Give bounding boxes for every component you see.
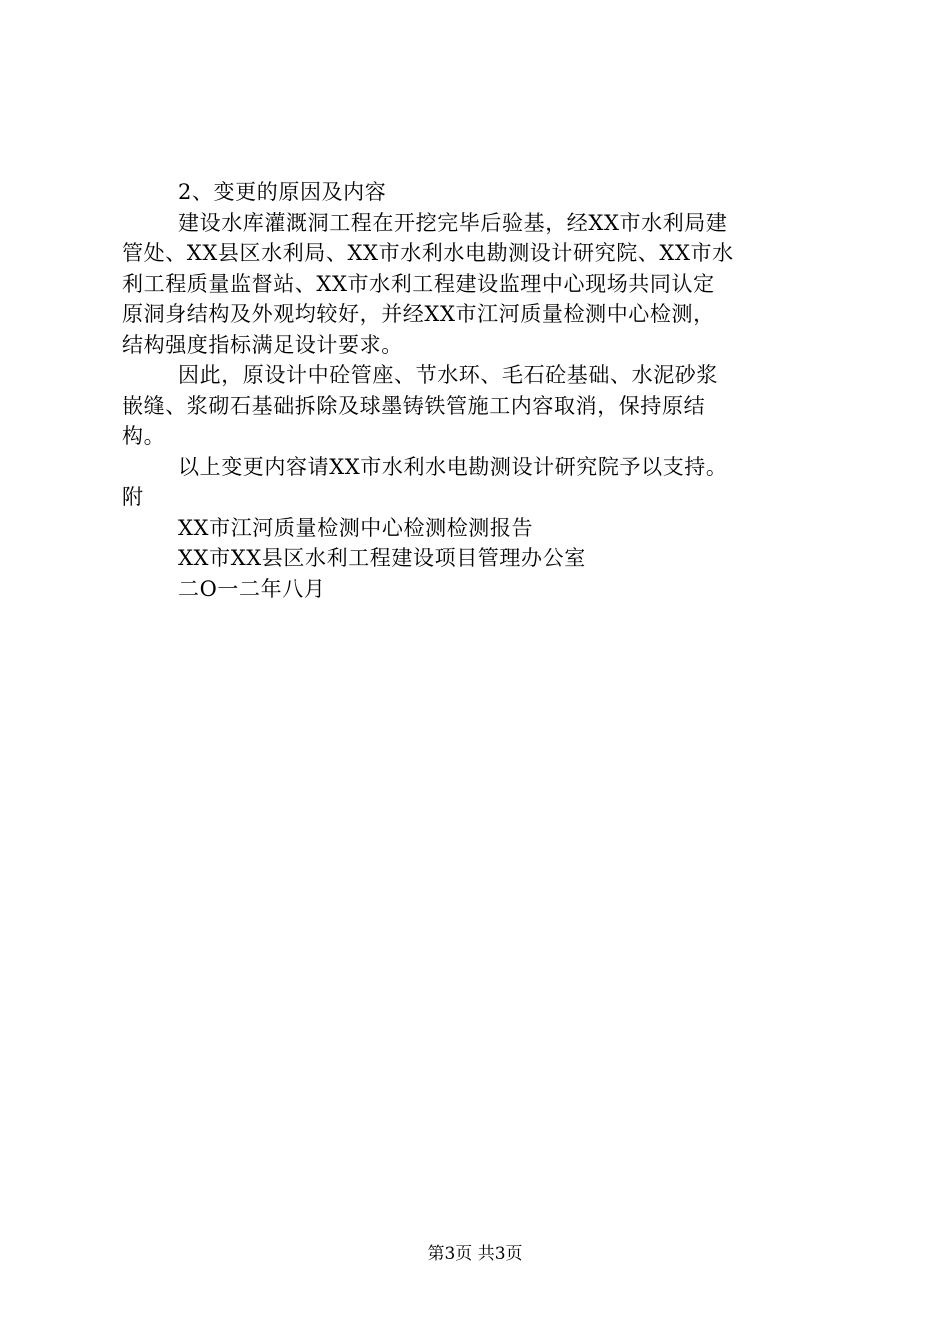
paragraph-1-line: 结构强度指标满足设计要求。 [122,332,403,357]
paragraph-1-line: 建设水库灌溉洞工程在开挖完毕后验基，经XX市水利局建 [178,210,728,235]
paragraph-1-line: 原洞身结构及外观均较好，并经XX市江河质量检测中心检测， [122,302,715,326]
paragraph-1-line: 管处、XX县区水利局、XX市水利水电勘测设计研究院、XX市水 [122,241,734,265]
attachment-item: XX市江河质量检测中心检测检测报告 [178,515,534,540]
section-heading: 2、变更的原因及内容 [178,180,387,204]
document-body [122,177,834,604]
paragraph-2-line: 构。 [122,424,166,448]
attachment-label: 附 [122,485,144,509]
paragraph-2-line: 嵌缝、浆砌石基础拆除及球墨铸铁管施工内容取消，保持原结 [122,393,706,418]
paragraph-3: 以上变更内容请XX市水利水电勘测设计研究院予以支持。 [178,454,728,479]
page-number: 第3页 共3页 [427,1244,523,1264]
issuer-name: XX市XX县区水利工程建设项目管理办公室 [178,546,586,570]
paragraph-2-line: 因此，原设计中砼管座、节水环、毛石砼基础、水泥砂浆 [178,363,718,387]
page-footer [0,1243,950,1265]
paragraph-1-line: 利工程质量监督站、XX市水利工程建设监理中心现场共同认定 [122,271,715,296]
issue-date: 二O一二年八月 [178,576,326,601]
